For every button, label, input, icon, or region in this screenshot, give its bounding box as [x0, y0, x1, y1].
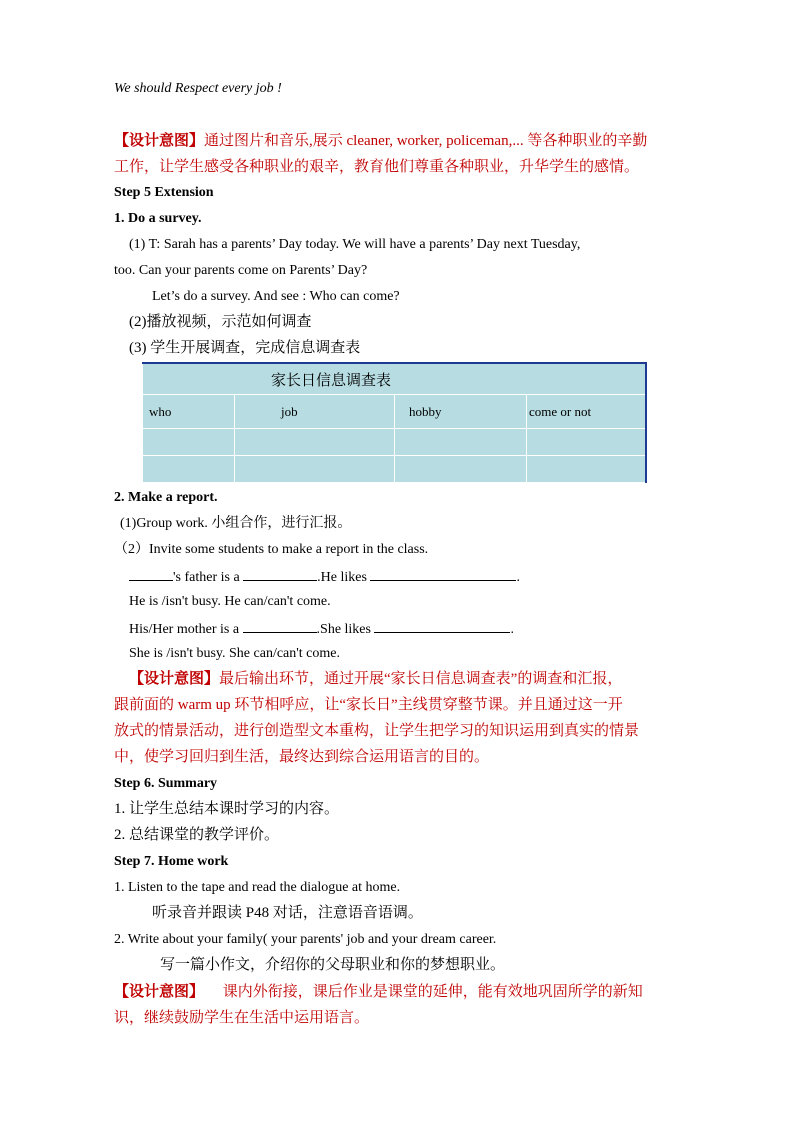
survey-heading: 1. Do a survey.	[114, 211, 202, 226]
table-cell[interactable]	[395, 429, 527, 456]
design-intent-1-line1	[114, 131, 647, 151]
step7-heading: Step 7. Home work	[114, 854, 229, 869]
design-intent-3-line2: 识，继续鼓励学生在生活中运用语言。	[114, 1010, 370, 1026]
step6-heading: Step 6. Summary	[114, 776, 218, 791]
design-intent-text: 最后输出环节，通过开展“家长日信息调查表”的调查和汇报，	[219, 671, 623, 687]
table-cell[interactable]	[527, 456, 646, 483]
survey-table	[142, 362, 647, 483]
sentence-text: .He likes	[317, 570, 371, 585]
table-row	[143, 429, 646, 456]
sentence-text: .	[516, 570, 520, 585]
homework-item-1-cn: 听录音并跟读 P48 对话，注意语音语调。	[152, 905, 423, 921]
summary-item-1: 1. 让学生总结本课时学习的内容。	[114, 801, 340, 817]
design-intent-1-line2: 工作，让学生感受各种职业的艰辛，教育他们尊重各种职业，升华学生的感情。	[114, 159, 640, 175]
column-header-hobby: hobby	[395, 395, 527, 429]
column-header-come-or-not: come or not	[527, 395, 646, 429]
design-intent-tag: 【设计意图】	[129, 671, 220, 687]
blank-job[interactable]	[243, 618, 317, 633]
table-cell[interactable]	[143, 456, 235, 483]
header-line: We should Respect every job !	[114, 81, 282, 96]
column-header-job: job	[235, 395, 395, 429]
design-intent-2-line4: 中，使学习回归到生活，最终达到综合运用语言的目的。	[114, 749, 490, 765]
step5-heading: Step 5 Extension	[114, 185, 214, 200]
blank-job[interactable]	[243, 566, 317, 581]
table-cell[interactable]	[527, 429, 646, 456]
homework-item-2-cn: 写一篇小作文，介绍你的父母职业和你的梦想职业。	[160, 957, 506, 973]
table-cell[interactable]	[395, 456, 527, 483]
table-cell[interactable]	[143, 429, 235, 456]
design-intent-2-line3: 放式的情景活动，进行创造型文本重构，让学生把学习的知识运用到真实的情景	[114, 723, 640, 739]
design-intent-2-line2: 跟前面的 warm up 环节相呼应，让“家长日”主线贯穿整节课。并且通过这一开	[114, 697, 623, 713]
paragraph-3: (3) 学生开展调查，完成信息调查表	[129, 340, 361, 356]
summary-item-2: 2. 总结课堂的教学评价。	[114, 827, 280, 843]
report-sentence-3	[129, 618, 514, 640]
paragraph-1c: Let’s do a survey. And see : Who can come?	[152, 289, 400, 304]
design-intent-tag: 【设计意图】	[114, 133, 205, 149]
sentence-text: 's father is a	[173, 570, 244, 585]
report-paragraph-2: （2）Invite some students to make a report in the class.	[114, 542, 429, 557]
report-sentence-1	[129, 566, 520, 588]
homework-item-2: 2. Write about your family( your parents' job and your dream career.	[114, 932, 497, 947]
paragraph-2: (2)播放视频，示范如何调查	[129, 314, 312, 330]
report-sentence-2: He is /isn't busy. He can/can't come.	[129, 594, 331, 609]
report-paragraph-1: (1)Group work. 小组合作，进行汇报。	[120, 516, 352, 531]
report-sentence-4: She is /isn't busy. She can/can't come.	[129, 646, 340, 661]
design-intent-tag: 【设计意图】	[114, 984, 205, 1000]
design-intent-text: 通过图片和音乐,展示 cleaner, worker, policeman,... 等各种职业的辛勤	[204, 133, 648, 149]
blank-hobby[interactable]	[374, 618, 510, 633]
blank-hobby[interactable]	[370, 566, 516, 581]
table-row	[143, 456, 646, 483]
blank-name[interactable]	[129, 566, 173, 581]
survey-table-title: 家长日信息调查表	[143, 363, 646, 395]
sentence-text: His/Her mother is a	[129, 622, 243, 637]
table-header-row	[143, 395, 646, 429]
design-intent-2-line1	[129, 669, 622, 689]
paragraph-1a: (1) T: Sarah has a parents’ Day today. We will have a parents’ Day next Tuesday,	[129, 237, 581, 252]
make-report-heading: 2. Make a report.	[114, 490, 218, 505]
sentence-text: .She likes	[316, 622, 375, 637]
design-intent-text: 课内外衔接，课后作业是课堂的延伸，能有效地巩固所学的新知	[204, 984, 643, 1000]
column-header-who: who	[143, 395, 235, 429]
design-intent-3-line1	[114, 982, 643, 1002]
table-cell[interactable]	[235, 456, 395, 483]
table-cell[interactable]	[235, 429, 395, 456]
sentence-text: .	[510, 622, 514, 637]
homework-item-1: 1. Listen to the tape and read the dialogue at home.	[114, 880, 401, 895]
paragraph-1b: too. Can your parents come on Parents’ Day?	[114, 263, 368, 278]
